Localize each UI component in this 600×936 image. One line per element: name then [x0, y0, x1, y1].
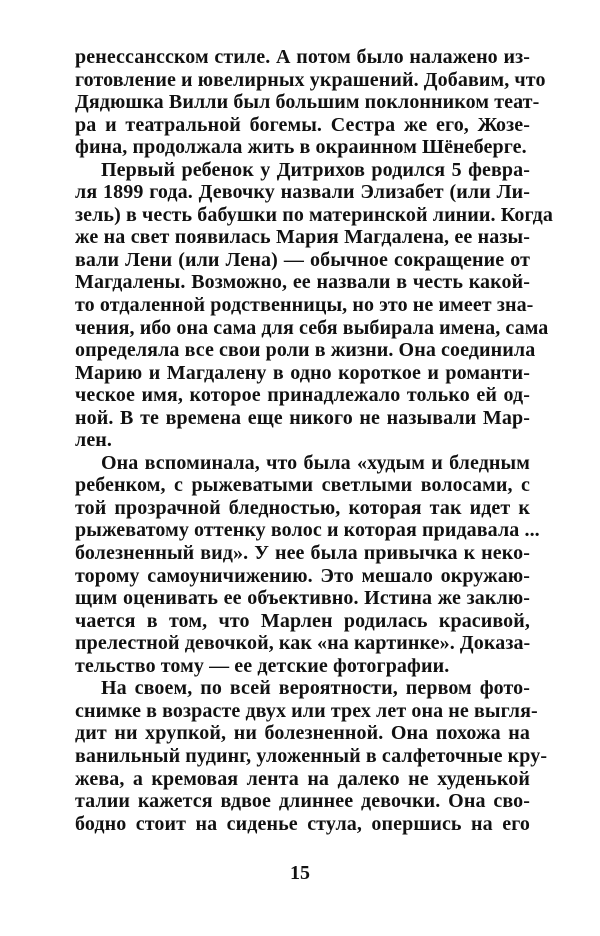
- text-line: Она вспоминала, что была «худым и бледным: [101, 451, 530, 474]
- paragraph: [75, 46, 546, 159]
- text-line: то отдаленной родственницы, но это не имеет зна-: [75, 294, 534, 317]
- text-line: бодно стоит на сиденье стула, опершись на его: [75, 812, 530, 835]
- text-line: ной. В те времена еще никого не называли Мар-: [75, 406, 530, 429]
- text-line: ренессансском стиле. А потом было налажено из-: [75, 46, 530, 68]
- text-line: чается в том, что Марлен родилась красивой,: [75, 609, 530, 632]
- text-line: определяла все свои роли в жизни. Она соединила: [75, 339, 536, 362]
- paragraph: [75, 158, 553, 452]
- text-line: лен.: [75, 429, 113, 452]
- paragraph: [75, 451, 540, 677]
- text-line: ля 1899 года. Девочку назвали Элизабет (или Ли-: [75, 181, 530, 204]
- text-line: прелестной девочкой, как «на картинке». Доказа-: [75, 632, 531, 655]
- text-line: тельство тому — ее детские фотографии.: [75, 654, 450, 677]
- text-line: Марию и Магдалену в одно короткое и романти-: [75, 361, 530, 384]
- text-line: готовление и ювелирных украшений. Добавим, что: [75, 68, 546, 91]
- text-line: же на свет появилась Мария Магдалена, ее назы-: [75, 226, 530, 249]
- text-line: болезненный вид». У нее была привычка к неко-: [75, 542, 530, 565]
- text-line: Первый ребенок у Дитрихов родился 5 февра-: [101, 158, 530, 181]
- text-line: На своем, по всей вероятности, первом фото-: [101, 677, 530, 700]
- text-line: ребенком, с рыжеватыми светлыми волосами, с: [75, 474, 530, 497]
- text-line: ра и театральной богемы. Сестра же его, Жозе-: [75, 113, 530, 136]
- page-number: 15: [290, 862, 310, 884]
- paragraph: [75, 677, 548, 835]
- text-line: торому самоуничижению. Это мешало окружаю-: [75, 564, 530, 587]
- page-body: [75, 46, 553, 835]
- text-line: Магдалены. Возможно, ее назвали в честь какой-: [75, 271, 530, 294]
- text-line: рыжеватому оттенку волос и которая придавала ...: [75, 519, 540, 542]
- text-line: той прозрачной бледностью, которая так идет к: [75, 496, 530, 519]
- text-line: жева, а кремовая лента на далеко не худенькой: [75, 767, 530, 790]
- text-line: щим оценивать ее объективно. Истина же заклю-: [75, 587, 530, 610]
- text-line: ческое имя, которое принадлежало только ей од-: [75, 384, 530, 407]
- text-line: зель) в честь бабушки по материнской линии. Когда: [75, 203, 553, 226]
- text-line: вали Лени (или Лена) — обычное сокращение от: [75, 248, 530, 271]
- text-line: чения, ибо она сама для себя выбирала имена, сама: [75, 316, 549, 339]
- text-line: Дядюшка Вилли был большим поклонником теат-: [75, 91, 540, 114]
- text-line: дит ни хрупкой, ни болезненной. Она похожа на: [75, 722, 530, 745]
- text-line: снимке в возрасте двух или трех лет она не выгля-: [75, 699, 538, 722]
- text-line: ванильный пудинг, уложенный в салфеточные кру-: [75, 744, 548, 767]
- text-line: талии кажется вдвое длиннее девочки. Она сво-: [75, 790, 530, 813]
- text-line: фина, продолжала жить в окраинном Шёнеберге.: [75, 136, 527, 159]
